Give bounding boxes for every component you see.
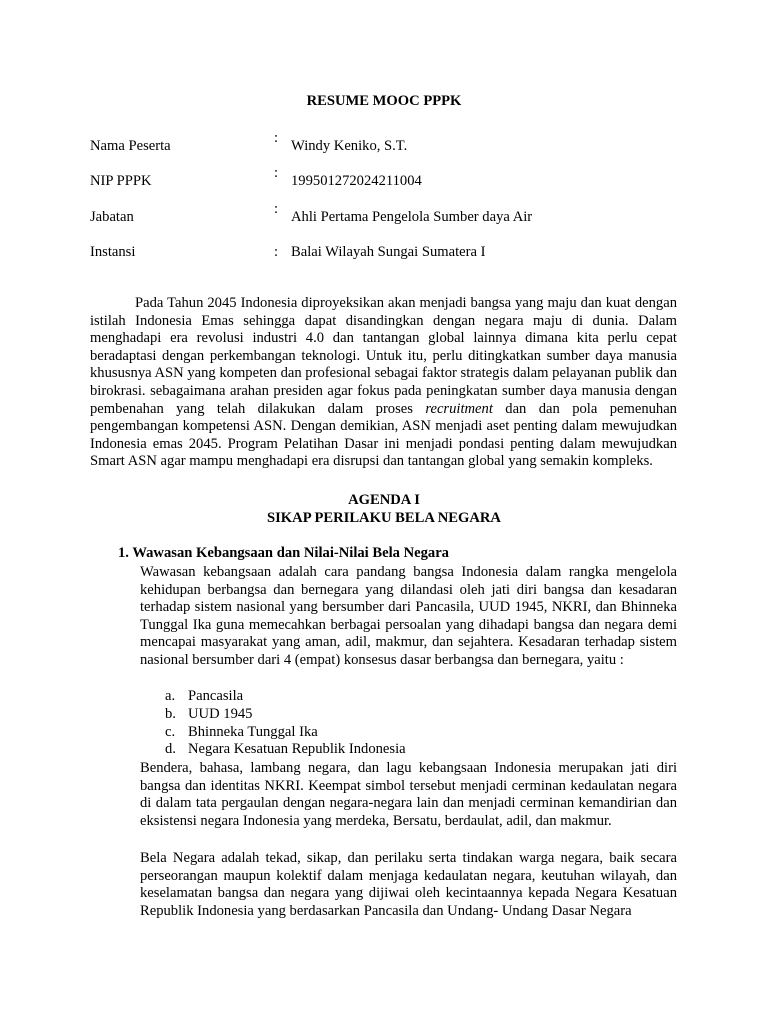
list-text: UUD 1945 [188,706,253,722]
document-title: RESUME MOOC PPPK [306,93,462,109]
section-heading [118,545,449,563]
identity-colon: : [274,244,279,260]
identity-row-name [90,130,690,158]
identity-row-nip [90,165,690,193]
identity-row-jabatan [90,201,690,229]
identity-colon: : [274,130,279,146]
list-marker: d. [165,741,176,757]
intro-text: dan dan pola pemenuhan pengembangan kompetensi ASN. Dengan demikian, ASN menjadi aset penting dalam mewujudkan Indonesia emas 2045. Program Pelatihan Dasar ini menjadi pondasi penting dalam mewujudkan Smart ASN agar mampu menghadapi era disrupsi dan tantangan global yang semakin kompleks. [90,400,677,470]
list-item [165,706,252,724]
list-marker: b. [165,706,176,722]
identity-value: Balai Wilayah Sungai Sumatera I [291,244,486,260]
identity-value: 199501272024211004 [291,173,422,189]
section-number: 1. [118,545,129,561]
list-marker: a. [165,688,176,704]
list-text: Negara Kesatuan Republik Indonesia [188,741,406,757]
identity-label: NIP PPPK [90,173,152,189]
section-paragraph-3: Bela Negara adalah tekad, sikap, dan perilaku serta tindakan warga negara, baik secara perseorangan maupun kolektif dalam menjaga kedaulatan negara, keutuhan wilayah, dan keselamatan bangsa dan negara yang dijiwai oleh kecintaannya kepada Negara Kesatuan Republik Indonesia yang berdasarkan Pancasila dan Undang- Undang Dasar Negara [140,850,677,919]
list-marker: c. [165,724,176,740]
list-item [165,724,318,742]
intro-italic-term: recruitment [425,400,493,417]
identity-value: Ahli Pertama Pengelola Sumber daya Air [291,209,533,225]
intro-paragraph [90,295,677,471]
agenda-heading: AGENDA I [348,492,420,508]
list-text: Pancasila [188,688,244,704]
section-paragraph-1: Wawasan kebangsaan adalah cara pandang bangsa Indonesia dalam rangka mengelola kehidupan berbangsa dan bernegara yang dilandasi oleh jati diri bangsa dan kesadaran terhadap sistem nasional yang bersumber dari Pancasila, UUD 1945, NKRI, dan Bhinneka Tunggal Ika guna memecahkan berbagai persoalan yang dihadapi bangsa dan negara demi mencapai masyarakat yang aman, adil, makmur, dan sejahtera. Kesadaran terhadap sistem nasional bersumber dari 4 (empat) konsesus dasar berbangsa dan bernegara, yaitu : [140,564,677,668]
intro-text: Pada Tahun 2045 Indonesia diproyeksikan akan menjadi bangsa yang maju dan kuat dengan istilah Indonesia Emas sehingga dapat disandingkan dengan negara maju di dunia. Dalam menghadapi era revolusi industri 4.0 dan tantangan global lainnya dimana kita perlu cepat beradaptasi dengan perkembangan teknologi. Untuk itu, perlu ditingkatkan sumber daya manusia khususnya ASN yang kompeten dan profesional sebagai faktor strategis dalam pelayanan publik dan birokrasi. sebagaimana arahan presiden agar fokus pada peningkatan sumber daya manusia dengan pembenahan yang telah dilakukan dalam proses [90,295,677,417]
list-item [165,741,406,759]
section-title: Wawasan Kebangsaan dan Nilai-Nilai Bela Negara [132,545,449,561]
identity-label: Instansi [90,244,136,260]
identity-label: Jabatan [90,209,134,225]
identity-value: Windy Keniko, S.T. [291,138,408,154]
agenda-subheading: SIKAP PERILAKU BELA NEGARA [267,510,501,526]
identity-label: Nama Peserta [90,138,171,154]
section-paragraph-2: Bendera, bahasa, lambang negara, dan lagu kebangsaan Indonesia merupakan jati diri bangsa dan identitas NKRI. Keempat simbol tersebut menjadi cerminan kedaulatan negara di dalam tata pergaulan dengan negara-negara lain dan menjadi cerminan kemandirian dan eksistensi negara Indonesia yang merdeka, Bersatu, berdaulat, adil, dan makmur. [140,760,677,829]
list-text: Bhinneka Tunggal Ika [188,724,318,740]
identity-row-instansi [90,244,690,264]
identity-colon: : [274,165,279,181]
list-item [165,688,243,706]
identity-colon: : [274,201,279,217]
